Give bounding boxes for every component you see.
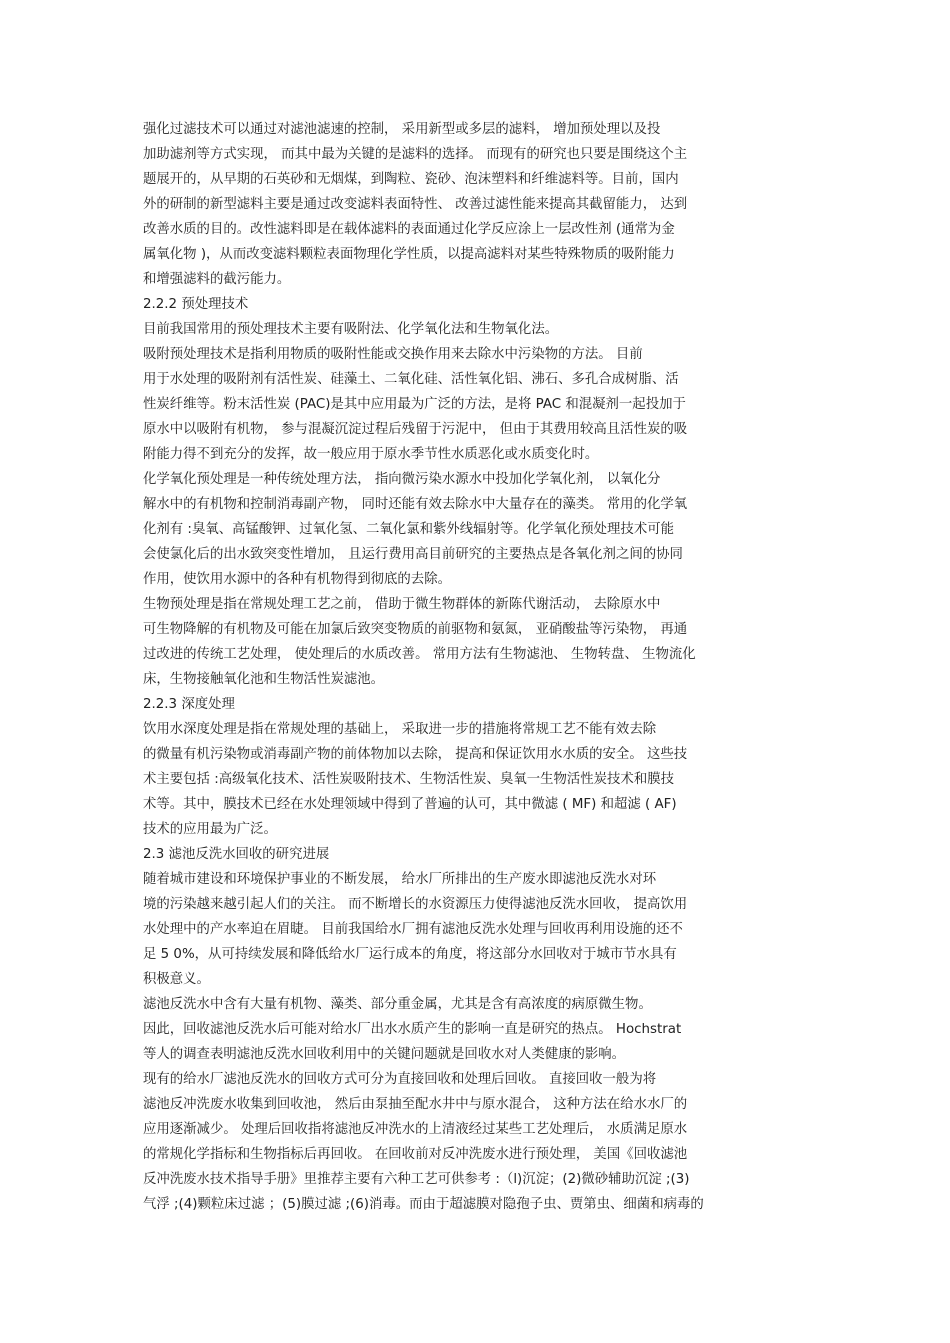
text-line: 术等。其中，膜技术已经在水处理领域中得到了普遍的认可，其中微滤 ( MF) 和超滤 ( AF)	[143, 797, 677, 812]
text-line: 气浮 ;(4)颗粒床过滤 ；(5)膜过滤 ;(6)消毒。而由于超滤膜对隐孢子虫、贾第虫、细菌和病毒的	[143, 1197, 704, 1212]
text-line: 积极意义。	[143, 972, 210, 987]
text-line: 目前我国常用的预处理技术主要有吸附法、化学氧化法和生物氧化法。	[143, 322, 559, 337]
text-line: 2.3 滤池反洗水回收的研究进展	[143, 847, 330, 862]
text-line: 生物预处理是指在常规处理工艺之前， 借助于微生物群体的新陈代谢活动， 去除原水中	[143, 597, 661, 612]
text-line: 等人的调查表明滤池反洗水回收利用中的关键问题就是回收水对人类健康的影响。	[143, 1047, 626, 1062]
text-line: 随着城市建设和环境保护事业的不断发展， 给水厂所排出的生产废水即滤池反洗水对环	[143, 872, 657, 887]
text-line: 滤池反洗水中含有大量有机物、藻类、部分重金属，尤其是含有高浓度的病原微生物。	[143, 997, 652, 1012]
text-line: 和增强滤料的截污能力。	[143, 272, 291, 287]
text-line: 作用，使饮用水源中的各种有机物得到彻底的去除。	[143, 572, 451, 587]
text-line: 技术的应用最为广泛。	[143, 822, 277, 837]
text-line: 性炭纤维等。粉末活性炭 (PAC)是其中应用最为广泛的方法，是将 PAC 和混凝剂一起投加于	[143, 397, 686, 412]
text-line: 的常规化学指标和生物指标后再回收。 在回收前对反冲洗废水进行预处理， 美国《回收滤池	[143, 1147, 688, 1162]
text-line: 加助滤剂等方式实现， 而其中最为关键的是滤料的选择。 而现有的研究也只要是围绕这个主	[143, 147, 688, 162]
text-line: 化剂有 :臭氧、高锰酸钾、过氧化氢、二氧化氯和紫外线辐射等。化学氧化预处理技术可能	[143, 522, 674, 537]
text-line: 因此，回收滤池反洗水后可能对给水厂出水水质产生的影响一直是研究的热点。 Hochstrat	[143, 1022, 682, 1037]
text-line: 现有的给水厂滤池反洗水的回收方式可分为直接回收和处理后回收。 直接回收一般为将	[143, 1072, 657, 1087]
text-line: 水处理中的产水率迫在眉睫。 目前我国给水厂拥有滤池反洗水处理与回收再利用设施的还不	[143, 922, 683, 937]
text-line: 饮用水深度处理是指在常规处理的基础上， 采取进一步的措施将常规工艺不能有效去除	[143, 722, 657, 737]
text-line: 化学氧化预处理是一种传统处理方法， 指向微污染水源水中投加化学氧化剂， 以氧化分	[143, 472, 661, 487]
text-line: 吸附预处理技术是指利用物质的吸附性能或交换作用来去除水中污染物的方法。 目前	[143, 347, 643, 362]
text-line: 术主要包括 :高级氧化技术、活性炭吸附技术、生物活性炭、臭氧一生物活性炭技术和膜技	[143, 772, 674, 787]
text-line: 用于水处理的吸附剂有活性炭、硅藻土、二氧化硅、活性氧化铝、沸石、多孔合成树脂、活	[143, 372, 679, 387]
text-line: 反冲洗废水技术指导手册》里推荐主要有六种工艺可供参考 :（l)沉淀；(2)微砂辅助沉淀 ;(3)	[143, 1172, 690, 1187]
text-line: 改善水质的目的。改性滤料即是在载体滤料的表面通过化学反应涂上一层改性剂 (通常为金	[143, 222, 675, 237]
text-line: 题展开的，从早期的石英砂和无烟煤，到陶粒、瓷砂、泡沫塑料和纤维滤料等。目前，国内	[143, 172, 679, 187]
text-line: 过改进的传统工艺处理， 使处理后的水质改善。 常用方法有生物滤池、 生物转盘、 生物流化	[143, 647, 696, 662]
text-line: 的微量有机污染物或消毒副产物的前体物加以去除， 提高和保证饮用水水质的安全。 这些技	[143, 747, 688, 762]
text-line: 解水中的有机物和控制消毒副产物， 同时还能有效去除水中大量存在的藻类。 常用的化学氧	[143, 497, 688, 512]
text-line: 床，生物接触氧化池和生物活性炭滤池。	[143, 672, 385, 687]
text-line: 外的研制的新型滤料主要是通过改变滤料表面特性、 改善过滤性能来提高其截留能力， 达到	[143, 197, 688, 212]
text-line: 原水中以吸附有机物， 参与混凝沉淀过程后残留于污泥中， 但由于其费用较高且活性炭的吸	[143, 422, 688, 437]
text-line: 足 5 0%，从可持续发展和降低给水厂运行成本的角度，将这部分水回收对于城市节水具有	[143, 947, 677, 962]
text-line: 强化过滤技术可以通过对滤池滤速的控制， 采用新型或多层的滤料， 增加预处理以及投	[143, 122, 661, 137]
text-line: 属氧化物 )，从而改变滤料颗粒表面物理化学性质，以提高滤料对某些特殊物质的吸附能力	[143, 247, 675, 262]
text-line: 会使氯化后的出水致突变性增加， 且运行费用高目前研究的主要热点是各氧化剂之间的协同	[143, 547, 683, 562]
text-line: 附能力得不到充分的发挥，故一般应用于原水季节性水质恶化或水质变化时。	[143, 447, 599, 462]
text-line: 应用逐渐减少。 处理后回收指将滤池反冲洗水的上清液经过某些工艺处理后， 水质满足原水	[143, 1122, 688, 1137]
text-line: 2.2.2 预处理技术	[143, 297, 249, 312]
text-line: 滤池反冲洗废水收集到回收池， 然后由泵抽至配水井中与原水混合， 这种方法在给水水厂的	[143, 1097, 688, 1112]
text-line: 可生物降解的有机物及可能在加氯后致突变物质的前驱物和氨氮， 亚硝酸盐等污染物， 再通	[143, 622, 688, 637]
text-line: 2.2.3 深度处理	[143, 697, 235, 712]
text-line: 境的污染越来越引起人们的关注。 而不断增长的水资源压力使得滤池反洗水回收， 提高饮用	[143, 897, 688, 912]
